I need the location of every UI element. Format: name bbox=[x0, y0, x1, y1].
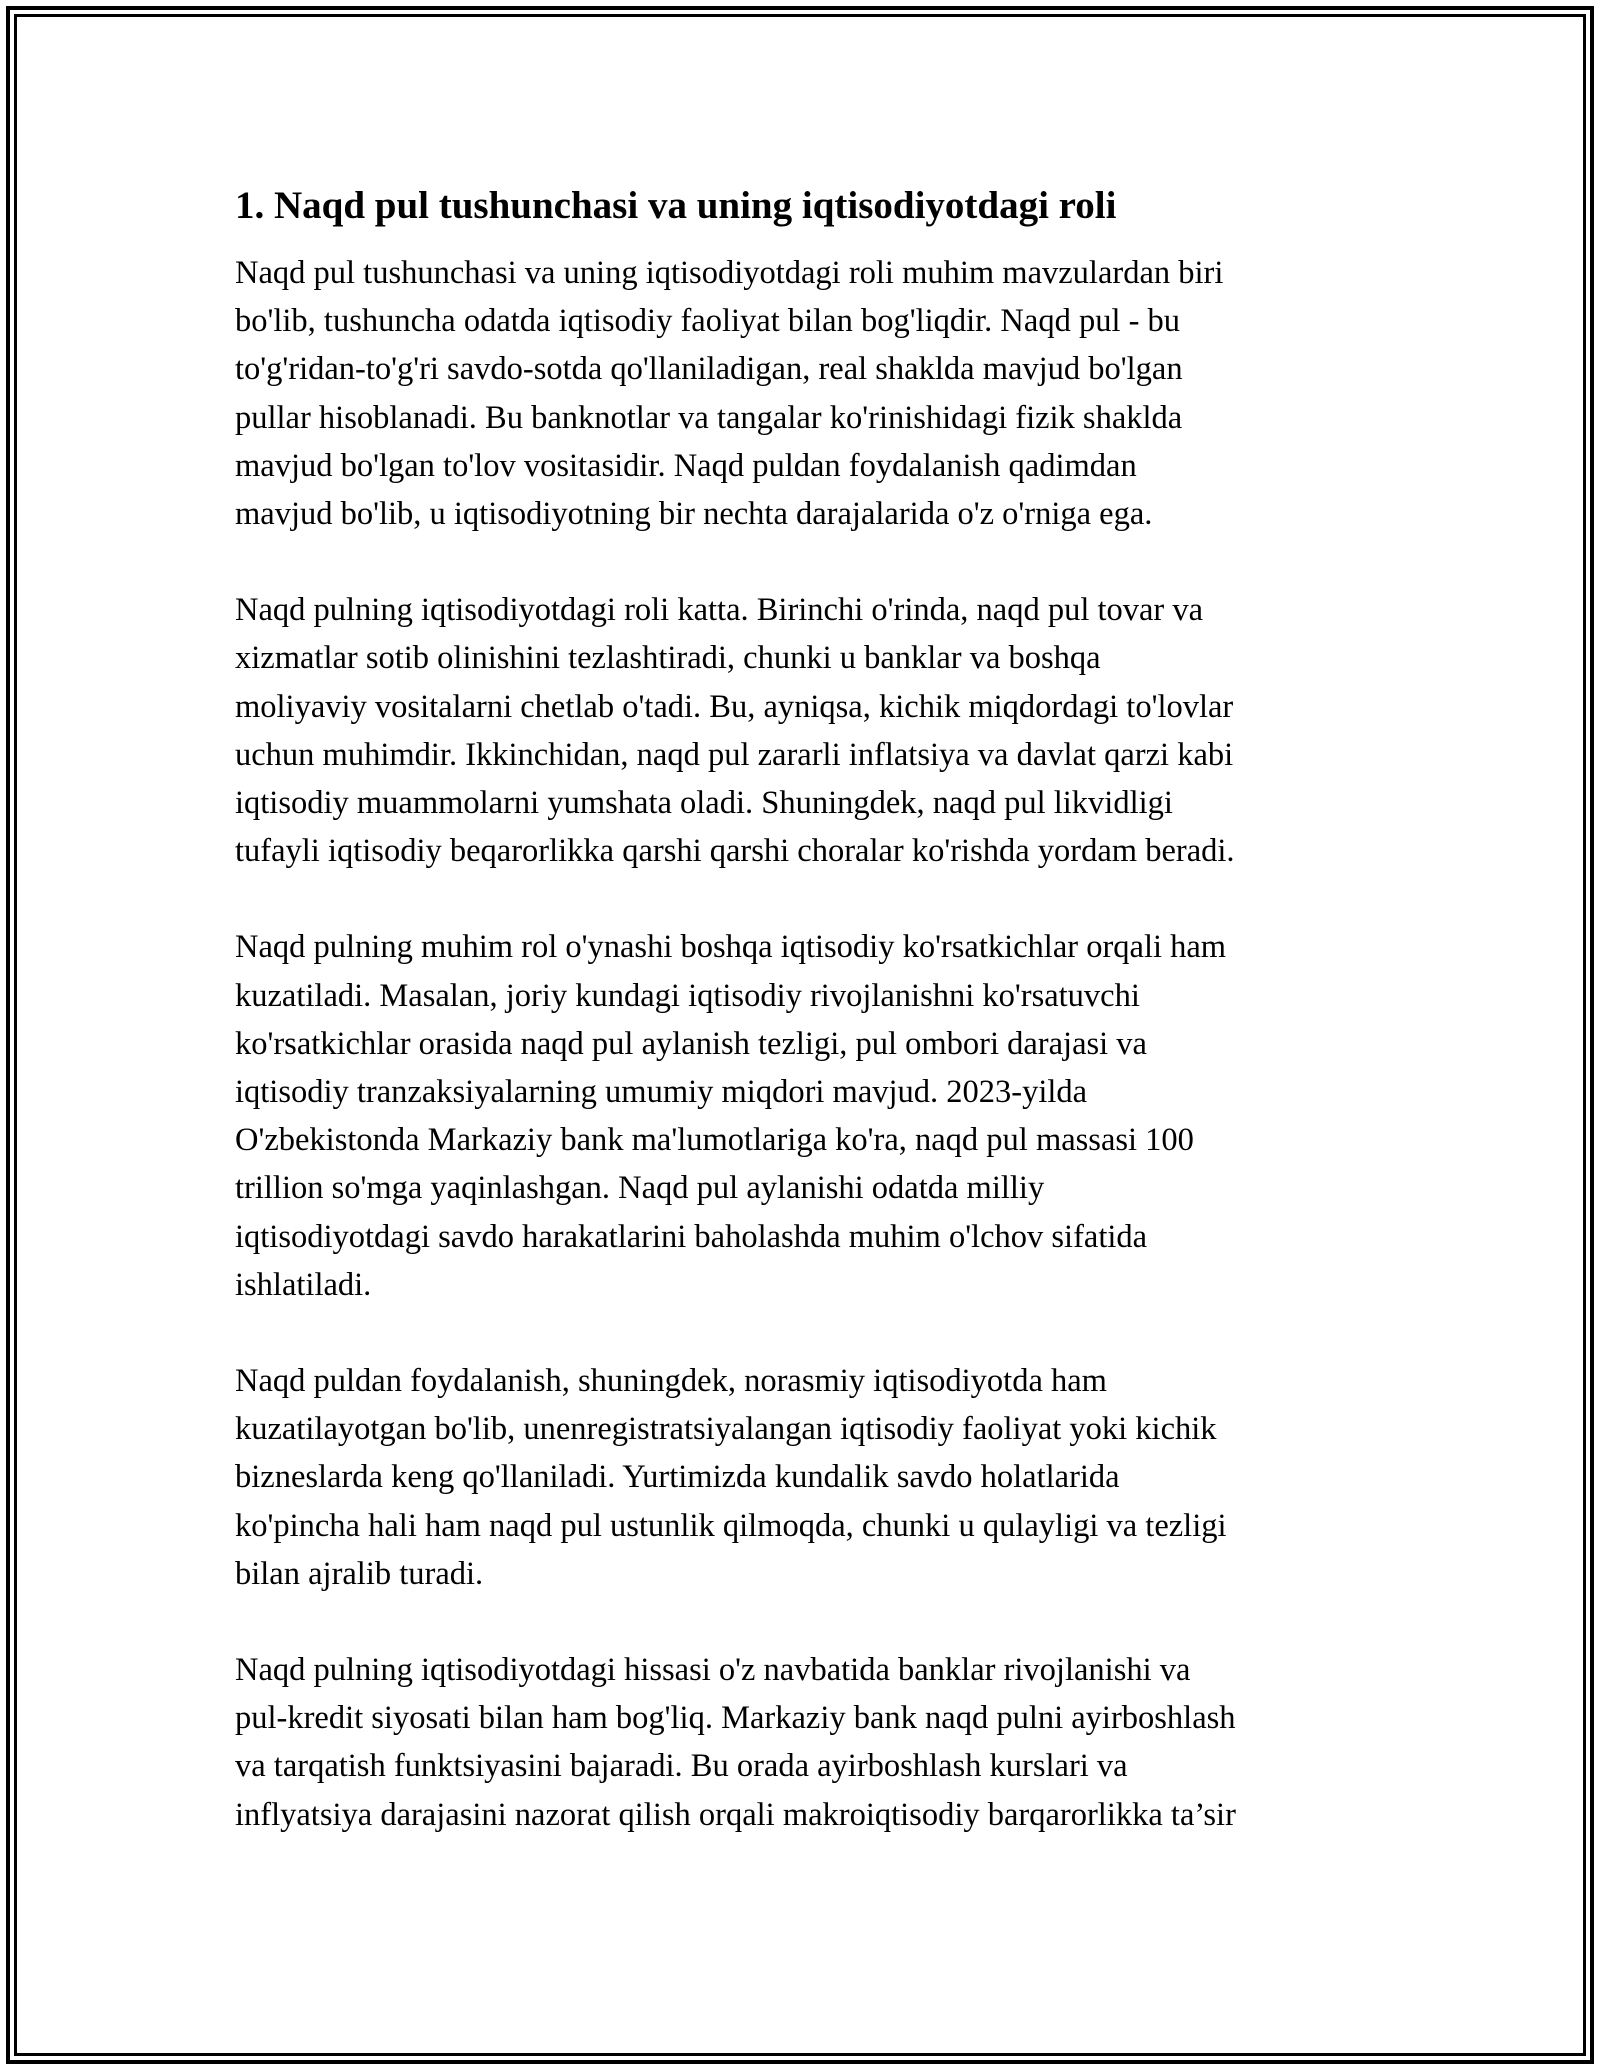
paragraph-5 bbox=[235, 1646, 1370, 1839]
document-page bbox=[235, 182, 1370, 1887]
text-line: to'g'ridan-to'g'ri savdo-sotda qo'llaniladigan, real shaklda mavjud bo'lgan bbox=[235, 351, 1183, 388]
text-line: moliyaviy vositalarni chetlab o'tadi. Bu, ayniqsa, kichik miqdordagi to'lovlar bbox=[235, 688, 1234, 725]
text-line: iqtisodiy muammolarni yumshata oladi. Shuningdek, naqd pul likvidligi bbox=[235, 785, 1173, 822]
text-line: va tarqatish funktsiyasini bajaradi. Bu orada ayirboshlash kurslari va bbox=[235, 1748, 1128, 1785]
text-line: bizneslarda keng qo'llaniladi. Yurtimizda kundalik savdo holatlarida bbox=[235, 1459, 1120, 1496]
text-line: iqtisodiyotdagi savdo harakatlarini baholashda muhim o'lchov sifatida bbox=[235, 1218, 1148, 1255]
text-line: bilan ajralib turadi. bbox=[235, 1555, 484, 1592]
text-line: Naqd pulning iqtisodiyotdagi roli katta. Birinchi o'rinda, naqd pul tovar va bbox=[235, 592, 1204, 629]
text-line: Naqd pulning iqtisodiyotdagi hissasi o'z navbatida banklar rivojlanishi va bbox=[235, 1652, 1191, 1689]
text-line: ko'rsatkichlar orasida naqd pul aylanish tezligi, pul ombori darajasi va bbox=[235, 1025, 1147, 1062]
text-line: uchun muhimdir. Ikkinchidan, naqd pul zararli inflatsiya va davlat qarzi kabi bbox=[235, 736, 1234, 773]
text-line: trillion so'mga yaqinlashgan. Naqd pul aylanishi odatda milliy bbox=[235, 1170, 1045, 1207]
paragraph-3 bbox=[235, 923, 1370, 1309]
text-line: ko'pincha hali ham naqd pul ustunlik qilmoqda, chunki u qulayligi va tezligi bbox=[235, 1507, 1227, 1544]
text-line: O'zbekistonda Markaziy bank ma'lumotlariga ko'ra, naqd pul massasi 100 bbox=[235, 1122, 1194, 1159]
text-line: inflyatsiya darajasini nazorat qilish orqali makroiqtisodiy barqarorlikka ta’sir bbox=[235, 1796, 1236, 1833]
text-line: Naqd pul tushunchasi va uning iqtisodiyotdagi roli muhim mavzulardan biri bbox=[235, 255, 1224, 291]
text-line: kuzatiladi. Masalan, joriy kundagi iqtisodiy rivojlanishni ko'rsatuvchi bbox=[235, 977, 1140, 1014]
text-line: pullar hisoblanadi. Bu banknotlar va tangalar ko'rinishidagi fizik shaklda bbox=[235, 399, 1183, 436]
paragraph-2 bbox=[235, 586, 1370, 875]
text-line: ishlatiladi. bbox=[235, 1266, 372, 1303]
text-line: Naqd puldan foydalanish, shuningdek, norasmiy iqtisodiyotda ham bbox=[235, 1363, 1107, 1400]
text-line: Naqd pulning muhim rol o'ynashi boshqa iqtisodiy ko'rsatkichlar orqali ham bbox=[235, 929, 1227, 966]
paragraph-1 bbox=[235, 249, 1370, 538]
text-line: kuzatilayotgan bo'lib, unenregistratsiyalangan iqtisodiy faoliyat yoki kichik bbox=[235, 1411, 1217, 1448]
text-line: xizmatlar sotib olinishini tezlashtiradi, chunki u banklar va boshqa bbox=[235, 640, 1101, 677]
text-line: pul-kredit siyosati bilan ham bog'liq. Markaziy bank naqd pulni ayirboshlash bbox=[235, 1700, 1236, 1737]
text-line: tufayli iqtisodiy beqarorlikka qarshi qarshi choralar ko'rishda yordam beradi. bbox=[235, 833, 1235, 870]
text-line: bo'lib, tushuncha odatda iqtisodiy faoliyat bilan bog'liqdir. Naqd pul - bu bbox=[235, 303, 1181, 340]
text-line: iqtisodiy tranzaksiyalarning umumiy miqdori mavjud. 2023-yilda bbox=[235, 1074, 1088, 1111]
text-line: mavjud bo'lgan to'lov vositasidir. Naqd puldan foydalanish qadimdan bbox=[235, 447, 1137, 484]
text-line: mavjud bo'lib, u iqtisodiyotning bir nechta darajalarida o'z o'rniga ega. bbox=[235, 496, 1153, 533]
section-title: 1. Naqd pul tushunchasi va uning iqtisodiyotdagi roli bbox=[235, 184, 1117, 227]
paragraph-4 bbox=[235, 1357, 1370, 1598]
